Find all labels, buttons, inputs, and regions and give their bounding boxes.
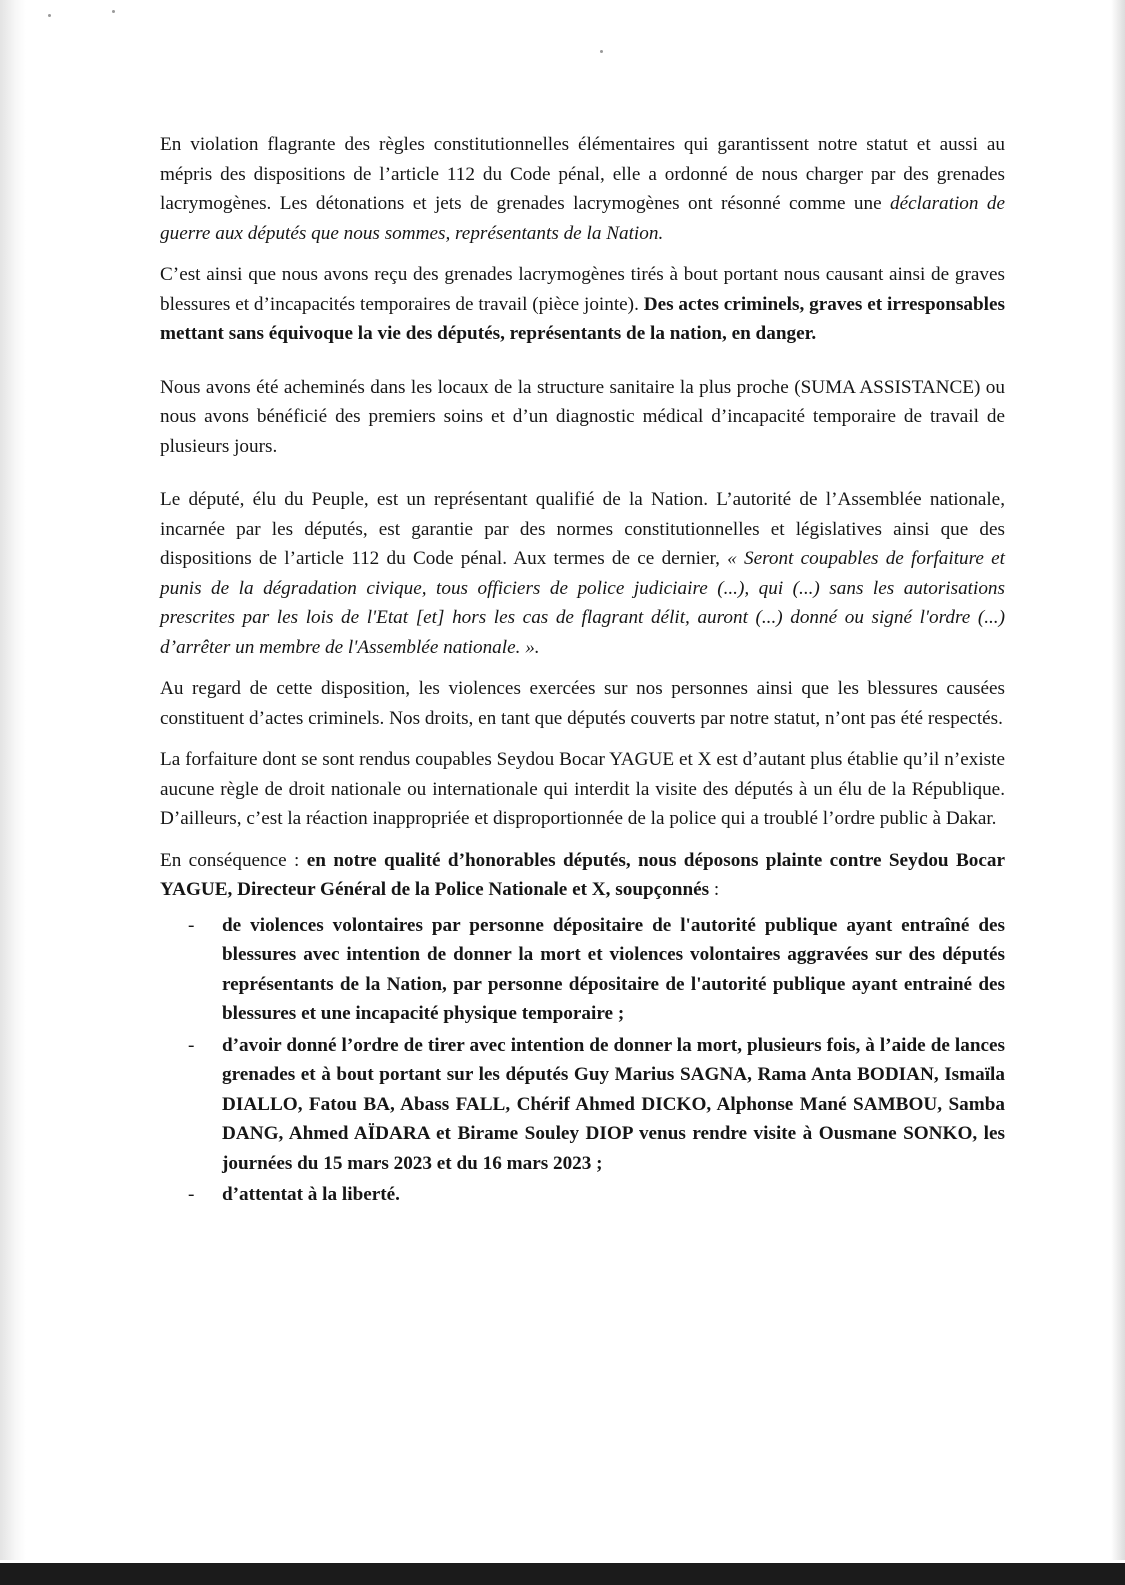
paragraph-medical: Nous avons été acheminés dans les locaux de la structure sanitaire la plus proche (SUMA ASSISTANCE) ou nous avons bénéficié des premiers soins et d’un diagnostic médical d’incapacité temporaire de travail de plusieurs jours. — [160, 376, 1005, 457]
paragraph-violation: En violation flagrante des règles constitutionnelles élémentaires qui garantissent notre statut et aussi au mépris des dispositions de l’article 112 du Code pénal, elle a ordonné de nous charger par des grenades lacrymogènes. Les détonations et jets de grenades lacrymogènes ont résonné comme une déclaration de guerre aux députés que nous sommes, représentants de la Nation. — [160, 134, 1005, 244]
page-edge-shadow-left — [0, 0, 26, 1560]
scan-speck — [112, 10, 115, 13]
paragraph-grenades: C’est ainsi que nous avons reçu des grenades lacrymogènes tirés à bout portant nous causant ainsi de graves blessures et d’incapacités temporaires de travail (pièce jointe). Des actes criminels, graves et irresponsables mettant sans équivoque la vie des députés, représentants de la nation, en danger. — [160, 264, 1005, 344]
paragraph-consequence: En conséquence : en notre qualité d’honorables députés, nous déposons plainte contre Seydou Bocar YAGUE, Directeur Général de la Police Nationale et X, soupçonnés : — [160, 849, 1005, 900]
italic-declaration: déclaration de guerre aux députés que nous sommes, représentants de la Nation. — [160, 193, 1005, 244]
charge-item: - d’avoir donné l’ordre de tirer avec intention de donner la mort, plusieurs fois, à l’aide de lances grenades et à bout portant sur les députés Guy Marius SAGNA, Rama Anta BODIAN, Ismaïla DIALLO, Fatou BA, Abass FALL, Chérif Ahmed DICKO, Alphonse Mané SAMBOU, Samba DANG, Ahmed AÏDARA et Birame Souley DIOP venus rendre visite à Ousmane SONKO, les journées du 15 mars 2023 et du 16 mars 2023 ; — [160, 1031, 1005, 1179]
scan-speck — [600, 50, 603, 53]
bullet-dash: - — [188, 1034, 195, 1056]
bold-complaint: en notre qualité d’honorables députés, nous déposons plainte contre Seydou Bocar YAGUE, Directeur Général de la Police Nationale et X, soupçonnés — [160, 849, 1005, 900]
bold-criminal-acts: Des actes criminels, graves et irresponsables mettant sans équivoque la vie des députés, représentants de la nation, en danger. — [160, 293, 1005, 344]
charges-list — [160, 911, 1005, 1210]
paragraph-forfaiture: La forfaiture dont se sont rendus coupables Seydou Bocar YAGUE et X est d’autant plus établie qu’il n’existe aucune règle de droit nationale ou internationale qui interdit la visite des députés à un élu de la République. D’ailleurs, c’est la réaction inappropriée et disproportionnée de la police qui a troublé l’ordre public à Dakar. — [160, 749, 1005, 829]
italic-quote-article: « Seront coupables de forfaiture et punis de la dégradation civique, tous officiers de police judiciaire (...), qui (...) sans les autorisations prescrites par les lois de l'Etat [et] hors les cas de flagrant délit, auront (...) donné ou signé l'ordre (...) d’arrêter un membre de l'Assemblée nationale. ». — [160, 548, 1005, 658]
charge-item: - d’attentat à la liberté. — [160, 1180, 1005, 1210]
scan-speck — [48, 14, 51, 17]
charge-item: - de violences volontaires par personne dépositaire de l'autorité publique ayant entraîné des blessures avec intention de donner la mort et violences volontaires aggravées sur des députés représentants de la Nation, par personne dépositaire de l'autorité publique ayant entrainé des blessures et une incapacité physique temporaire ; — [160, 911, 1005, 1029]
paragraph-article-112: Le député, élu du Peuple, est un représentant qualifié de la Nation. L’autorité de l’Assemblée nationale, incarnée par les députés, est garantie par des normes constitutionnelles et législatives ainsi que des dispositions de l’article 112 du Code pénal. Aux termes de ce dernier, « Seront coupables de forfaiture et punis de la dégradation civique, tous officiers de police judiciaire (...), qui (...) sans les autorisations prescrites par les lois de l'Etat [et] hors les cas de flagrant délit, auront (...) donné ou signé l'ordre (...) d’arrêter un membre de l'Assemblée nationale. ». — [160, 489, 1005, 658]
document-body — [160, 130, 1005, 1212]
page-edge-shadow-right — [1111, 0, 1125, 1560]
paragraph-regard: Au regard de cette disposition, les violences exercées sur nos personnes ainsi que les blessures causées constituent d’actes criminels. Nos droits, en tant que députés couverts par notre statut, n’ont pas été respectés. — [160, 678, 1005, 729]
bottom-scan-border — [0, 1563, 1125, 1585]
bullet-dash: - — [188, 1184, 195, 1205]
bullet-dash: - — [188, 914, 195, 936]
